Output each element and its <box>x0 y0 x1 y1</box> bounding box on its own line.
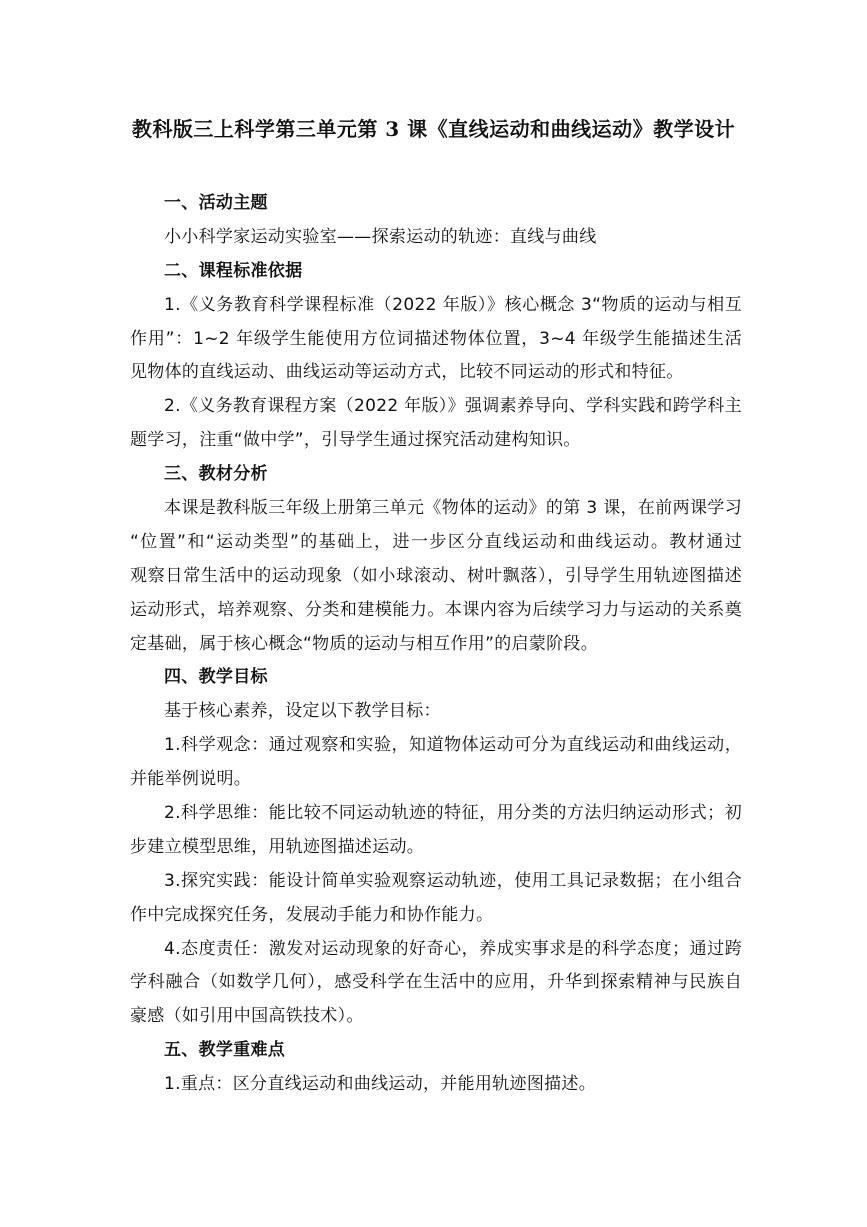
section-heading-curriculum-standard: 二、课程标准依据 <box>164 260 303 281</box>
section-heading-textbook-analysis: 三、教材分析 <box>164 464 268 485</box>
paragraph-line: 本课是教科版三年级上册第三单元《物体的运动》的第 3 课，在前两课学习 <box>164 498 742 519</box>
document-title: 教科版三上科学第三单元第 3 课《直线运动和曲线运动》教学设计 <box>131 117 736 141</box>
document-body <box>130 187 742 1102</box>
paragraph-line: 见物体的直线运动、曲线运动等运动方式，比较不同运动的形式和特征。 <box>130 362 684 383</box>
paragraph-line: 定基础，属于核心概念“物质的运动与相互作用”的启蒙阶段。 <box>130 633 599 654</box>
paragraph-line: 学科融合（如数学几何），感受科学在生活中的应用，升华到探索精神与民族自 <box>130 972 742 993</box>
paragraph-line: 作用”：1~2 年级学生能使用方位词描述物体位置，3~4 年级学生能描述生活 <box>130 328 742 349</box>
paragraph-line: 运动形式，培养观察、分类和建模能力。本课内容为后续学习力与运动的关系奠 <box>130 599 742 620</box>
paragraph-line: 题学习，注重“做中学”，引导学生通过探究活动建构知识。 <box>130 430 581 451</box>
activity-theme-text: 小小科学家运动实验室——探索运动的轨迹：直线与曲线 <box>164 226 597 247</box>
paragraph-line: 2.科学思维：能比较不同运动轨迹的特征，用分类的方法归纳运动形式；初 <box>164 803 742 824</box>
paragraph-line: 1.科学观念：通过观察和实验，知道物体运动可分为直线运动和曲线运动， <box>164 735 742 756</box>
section-heading-teaching-goals: 四、教学目标 <box>164 667 268 688</box>
paragraph-line: “位置”和“运动类型”的基础上，进一步区分直线运动和曲线运动。教材通过 <box>130 531 742 552</box>
paragraph-line: 基于核心素养，设定以下教学目标： <box>164 701 441 722</box>
paragraph-line: 1.重点：区分直线运动和曲线运动，并能用轨迹图描述。 <box>164 1074 597 1095</box>
section-heading-key-points: 五、教学重难点 <box>164 1040 286 1061</box>
paragraph-line: 观察日常生活中的运动现象（如小球滚动、树叶飘落），引导学生用轨迹图描述 <box>130 565 742 586</box>
paragraph-line: 豪感（如引用中国高铁技术）。 <box>130 1006 364 1027</box>
paragraph-line: 步建立模型思维，用轨迹图描述运动。 <box>130 836 425 857</box>
paragraph-line: 1.《义务教育科学课程标准（2022 年版）》核心概念 3“物质的运动与相互 <box>164 294 742 315</box>
paragraph-line: 2.《义务教育课程方案（2022 年版）》强调素养导向、学科实践和跨学科主 <box>164 396 742 417</box>
paragraph-line: 作中完成探究任务，发展动手能力和协作能力。 <box>130 904 494 925</box>
paragraph-line: 4.态度责任：激发对运动现象的好奇心，养成实事求是的科学态度；通过跨 <box>164 938 742 959</box>
section-heading-activity-theme: 一、活动主题 <box>164 193 268 213</box>
paragraph-line: 并能举例说明。 <box>130 769 252 790</box>
paragraph-line: 3.探究实践：能设计简单实验观察运动轨迹，使用工具记录数据；在小组合 <box>164 870 742 891</box>
